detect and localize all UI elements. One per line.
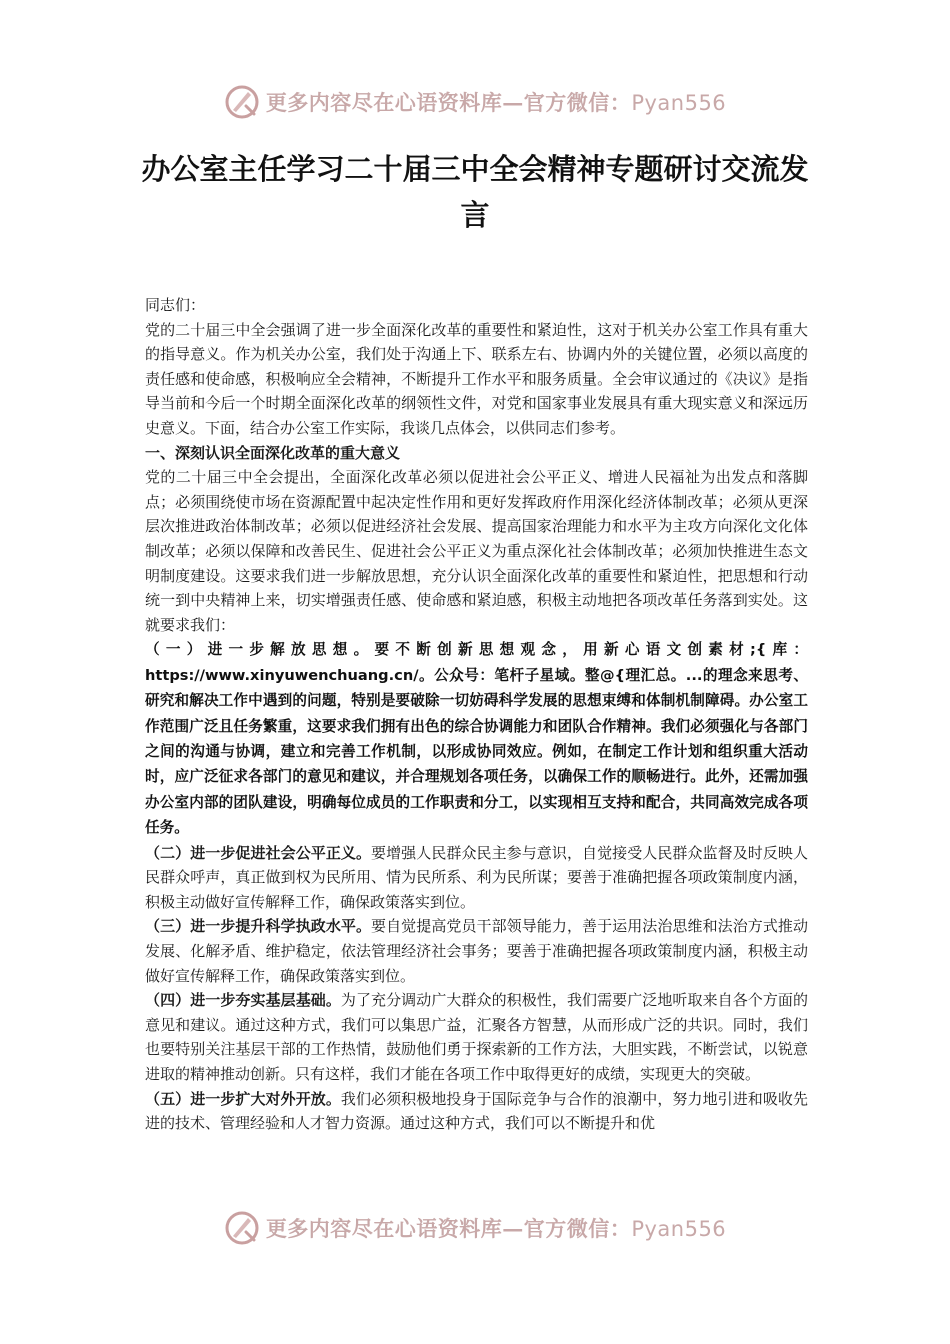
list-item: [145, 841, 808, 915]
item-label: （五）进一步扩大对外开放。: [145, 1089, 341, 1108]
item-label: （四）进一步夯实基层基础。: [145, 991, 341, 1010]
salutation: 同志们：: [145, 296, 206, 314]
item-label: （一）进一步解放思想。: [145, 641, 375, 659]
item-body: 我们必须积极地投身于国际竞争与合作的浪潮中，努力地引进和吸收先进的技术、管理经验和人才智力资源。通过这种方式，我们可以不断提升和优: [145, 1089, 808, 1133]
item-label: （三）进一步提升科学执政水平。: [145, 917, 372, 936]
item-body: 要增强人民群众民主参与意识，自觉接受人民群众监督及时反映人民群众呼声，真正做到权为民所用、情为民所系、利为民所谋；要善于准确把握各项政策制度内涵，积极主动做好宣传解释工作，确保政策落实到位。: [145, 843, 808, 911]
banner-text: 更多内容尽在心语资料库—官方微信：Pyan556: [265, 90, 727, 115]
list-item: [145, 637, 808, 840]
intro-paragraph: 党的二十届三中全会强调了进一步全面深化改革的重要性和紧迫性，这对于机关办公室工作具有重大的指导意义。作为机关办公室，我们处于沟通上下、联系左右、协调内外的关键位置，必须以高度的责任感和使命感，积极响应全会精神，不断提升工作水平和服务质量。全会审议通过的《决议》是指导当前和今后一个时期全面深化改革的纲领性文件，对党和国家事业发展具有重大现实意义和深远历史意义。下面，结合办公室工作实际，我谈几点体会，以供同志们参考。: [145, 320, 808, 437]
list-item: [145, 1087, 808, 1136]
brand-logo-icon: [224, 1210, 260, 1246]
section-heading: 一、深刻认识全面深化改革的重大意义: [145, 443, 401, 462]
banner-handle: Pyan556: [631, 1217, 727, 1241]
banner-text: 更多内容尽在心语资料库—官方微信：Pyan556: [265, 1216, 727, 1241]
document-title: 办公室主任学习二十届三中全会精神专题研讨交流发言: [141, 152, 809, 232]
list-item: [145, 914, 808, 988]
brand-logo-icon: [224, 84, 260, 120]
list-item: [145, 988, 808, 1086]
item-label: （二）进一步促进社会公平正义。: [145, 843, 372, 862]
header-watermark-banner: [0, 82, 950, 122]
document-body: [145, 293, 808, 1136]
footer-watermark-banner: [0, 1208, 950, 1248]
section-body: 党的二十届三中全会提出，全面深化改革必须以促进社会公平正义、增进人民福祉为出发点和落脚点；必须围绕使市场在资源配置中起决定性作用和更好发挥政府作用深化经济体制改革；必须从更深层次推进政治体制改革；必须以促进经济社会发展、提高国家治理能力和水平为主攻方向深化文化体制改革；必须以保障和改善民生、促进社会公平正义为重点深化社会体制改革；必须加快推进生态文明制度建设。这要求我们进一步解放思想，充分认识全面深化改革的重要性和紧迫性，把思想和行动统一到中央精神上来，切实增强责任感、使命感和紧迫感，积极主动地把各项改革任务落到实处。这就要求我们：: [145, 468, 808, 634]
banner-handle: Pyan556: [631, 91, 727, 115]
item-body: 要自觉提高党员干部领导能力，善于运用法治思维和法治方式推动发展、化解矛盾、维护稳定，依法管理经济社会事务；要善于准确把握各项政策制度内涵，积极主动做好宣传解释工作，确保政策落实到位。: [145, 917, 808, 985]
item-body: 要不断创新思想观念，用新心语文创素材;{库：https://www.xinyuwenchuang.cn/。公众号：笔杆子星域。整@{理汇总。...的理念来思考、研究和解决工作中遇到的问题，特别是要破除一切妨碍科学发展的思想束缚和体制机制障碍。办公室工作范围广泛且任务繁重，这要求我们拥有出色的综合协调能力和团队合作精神。我们必须强化与各部门之间的沟通与协调，建立和完善工作机制，以形成协同效应。例如，在制定工作计划和组织重大活动时，应广泛征求各部门的意见和建议，并合理规划各项任务，以确保工作的顺畅进行。此外，还需加强办公室内部的团队建设，明确每位成员的工作职责和分工，以实现相互支持和配合，共同高效完成各项任务。: [145, 641, 808, 837]
item-body: 为了充分调动广大群众的积极性，我们需要广泛地听取来自各个方面的意见和建议。通过这种方式，我们可以集思广益，汇聚各方智慧，从而形成广泛的共识。同时，我们也要特别关注基层干部的工作热情，鼓励他们勇于探索新的工作方法，大胆实践，不断尝试，以锐意进取的精神推动创新。只有这样，我们才能在各项工作中取得更好的成绩，实现更大的突破。: [145, 991, 808, 1083]
